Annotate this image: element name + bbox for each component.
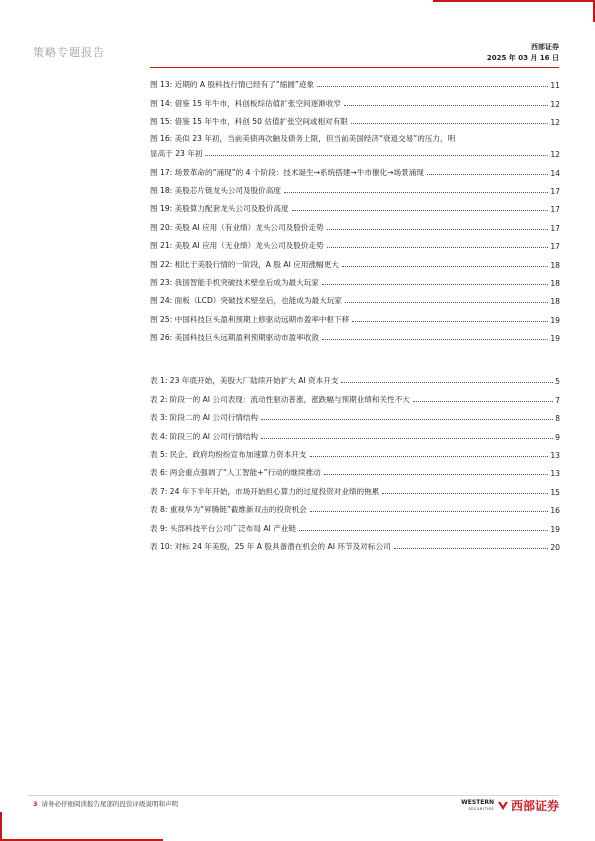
dot-leader [310,511,549,512]
entry-page: 5 [555,377,560,387]
entry-label: 图 16: 美似 23 年初，当前美债再次触及债务上限，但当前美国经济“衰退交易”的压力，明 [150,134,456,144]
dot-leader [382,493,548,494]
entry-page: 13 [550,450,560,460]
dot-leader [327,247,549,248]
dot-leader [344,105,548,106]
entry-page: 19 [550,524,560,534]
entry-label: 表 3: 阶段二的 AI 公司行情结构 [150,413,259,423]
dot-leader [351,123,548,124]
entry-page: 11 [550,81,560,91]
entry-page: 8 [555,414,560,424]
dot-leader [352,321,548,322]
entry-label: 图 23: 我国智能手机突破技术壁垒后成为最大玩家 [150,277,319,287]
entry-label: 图 25: 中国科技巨头盈利预期上修驱动远期市盈率中枢下移 [150,314,350,324]
table-entry[interactable] [150,460,560,478]
entry-page: 14 [550,168,560,178]
entry-label: 图 21: 美股 AI 应用（无业绩）龙头公司及股价走势 [150,241,324,251]
entry-page: 19 [550,334,560,344]
dot-leader [317,86,548,87]
figure-entry[interactable] [150,127,560,159]
entry-page: 18 [550,278,560,288]
logo-mark-icon [497,800,509,812]
entry-label: 表 7: 24 年下半年开始，市场开始担心算力的过度投资对业绩的拖累 [150,486,380,496]
entry-label: 图 19: 美股算力配套龙头公司及股价高度 [150,204,289,214]
figure-entry[interactable] [150,288,560,306]
figure-entry[interactable] [150,178,560,196]
entry-page: 18 [550,260,560,270]
bottom-corner-accent [0,812,2,841]
dot-leader [310,456,549,457]
table-entry[interactable] [150,423,560,441]
table-entry[interactable] [150,534,560,552]
figure-entry[interactable] [150,90,560,108]
dot-leader [427,174,548,175]
entry-page: 15 [550,487,560,497]
entry-page: 16 [550,506,560,516]
figure-entry[interactable] [150,325,560,343]
entry-page: 12 [550,150,560,160]
entry-label: 表 8: 重视华为“昇腾链”截维新双击的投资机会 [150,505,307,515]
entry-label: 表 9: 头部科技平台公司广泛布局 AI 产业链 [150,523,296,533]
disclaimer-text: 请务必仔细阅读报告尾部的投资评级说明和声明 [41,800,179,808]
dot-leader [394,548,549,549]
entry-page: 13 [550,469,560,479]
dot-leader [413,401,553,402]
dot-leader [322,284,548,285]
entry-page: 17 [550,186,560,196]
logo-english [461,799,494,813]
entry-label-continued: 显高于 23 年初 [150,149,203,159]
footer-disclaimer [33,799,178,808]
dot-leader [205,155,548,156]
table-entry[interactable] [150,442,560,460]
page-number: 3 [33,800,38,808]
figure-entry[interactable] [150,109,560,127]
entry-label: 表 1: 23 年底开始，美股大厂陆续开始扩大 AI 资本开支 [150,376,339,386]
header-divider [150,67,559,68]
dot-leader [322,339,548,340]
entry-page: 7 [555,395,560,405]
figure-entry[interactable] [150,270,560,288]
entry-label: 图 13: 近期的 A 股科技行情已经有了“缩圆”迹象 [150,80,315,90]
table-entry[interactable] [150,497,560,515]
table-entry[interactable] [150,405,560,423]
figure-entry[interactable] [150,251,560,269]
logo-en-sub: SECURITIES [468,806,494,811]
entry-label: 图 20: 美股 AI 应用（有业绩）龙头公司及股价走势 [150,222,324,232]
table-list [150,368,560,552]
entry-label: 表 5: 民企、政府均纷纷宣布加速算力资本开支 [150,449,307,459]
dot-leader [292,210,549,211]
entry-label: 表 6: 两会重点强调了“人工智能+”行动的继续推动 [150,468,321,478]
company-logo [461,797,559,814]
dot-leader [284,192,548,193]
entry-label: 图 14: 借鉴 15 年牛市，科创板综估值扩张空间逐渐收窄 [150,98,342,108]
entry-page: 12 [550,118,560,128]
dot-leader [261,438,553,439]
figure-entry[interactable] [150,196,560,214]
dot-leader [261,419,553,420]
table-entry[interactable] [150,478,560,496]
figure-entry[interactable] [150,233,560,251]
entry-page: 20 [550,542,560,552]
entry-page: 17 [550,205,560,215]
dot-leader [341,382,553,383]
entry-page: 9 [555,432,560,442]
entry-label: 表 4: 阶段三的 AI 公司行情结构 [150,431,259,441]
dot-leader [324,474,549,475]
logo-chinese: 西部证券 [510,799,559,813]
entry-label: 图 24: 面板（LCD）突破技术壁垒后，也能成为最大玩家 [150,296,342,306]
entry-label: 表 2: 阶段一的 AI 公司表现：流动性驱动普涨，涨跌幅与预期业绩和关性不大 [150,394,410,404]
entry-page: 19 [550,315,560,325]
entry-label: 图 26: 美国科技巨头远期盈利预期驱动市盈率收敛 [150,333,319,343]
dot-leader [299,530,548,531]
figure-entry[interactable] [150,72,560,90]
figure-entry[interactable] [150,306,560,324]
entry-page: 17 [550,223,560,233]
entry-label: 表 10: 对标 24 年美股，25 年 A 股具备潜在机会的 AI 环节及对标公司 [150,541,391,551]
table-entry[interactable] [150,515,560,533]
dot-leader [345,302,548,303]
table-entry[interactable] [150,386,560,404]
figure-list [150,72,560,343]
entry-page: 17 [550,242,560,252]
entry-page: 18 [550,297,560,307]
entry-page: 12 [550,99,560,109]
header-meta [487,42,559,64]
header-date: 2025 年 03 月 16 日 [486,54,559,62]
figure-entry[interactable] [150,214,560,232]
logo-en-main: WESTERN [461,798,494,806]
footer-divider [28,795,559,796]
header-company: 西部证券 [531,43,559,51]
entry-label: 图 18: 美股芯片链龙头公司及股价高度 [150,185,281,195]
entry-label: 图 22: 相比于美股行情的一阶段，A 股 AI 应用涨幅更大 [150,259,339,269]
table-entry[interactable] [150,368,560,386]
dot-leader [342,266,549,267]
report-type: 策略专题报告 [33,46,105,59]
entry-label: 图 15: 借鉴 15 年牛市，科创 50 估值扩张空间或相对有限 [150,117,348,127]
entry-label: 图 17: 场景革命的“涌现”的 4 个阶段：技术诞生→系统搭建→牛市催化→场景涌现 [150,167,424,177]
dot-leader [327,229,549,230]
top-accent-bar [433,0,595,2]
figure-entry[interactable] [150,159,560,177]
